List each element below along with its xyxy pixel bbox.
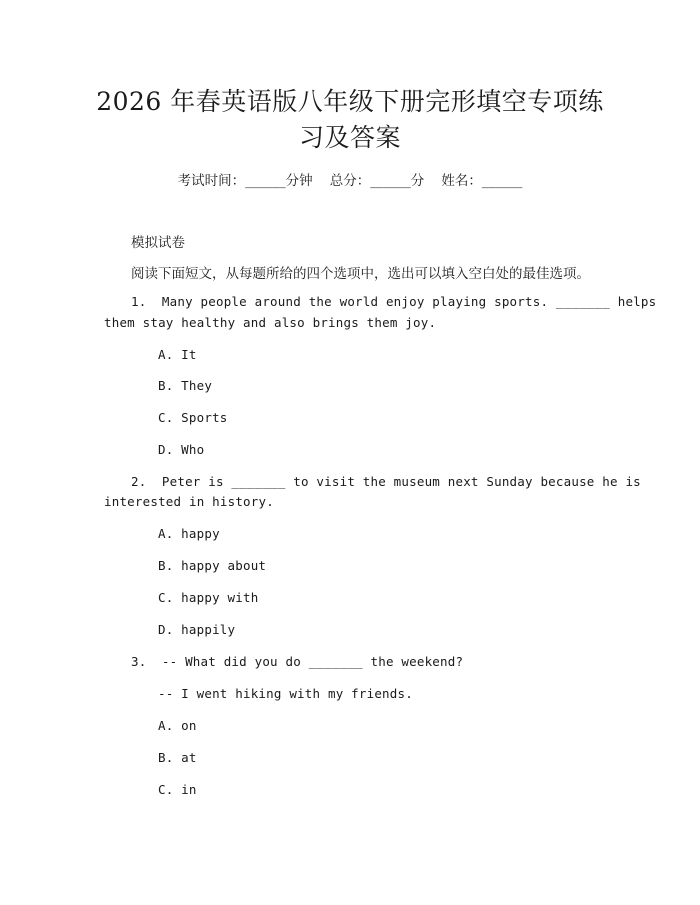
question-3-option-a: A. on [158,718,197,733]
question-3-stem-line-1: 3. -- What did you do _______ the weekend? [131,654,464,669]
exam-info: 考试时间：______分钟 总分：______分 姓名：______ [177,173,523,189]
document-title-line-1: 2026 年春英语版八年级下册完形填空专项练 [96,87,604,116]
question-3-stem-line-2: -- I went hiking with my friends. [158,686,413,701]
question-1-option-c: C. Sports [158,410,228,425]
question-2-stem-line-1: 2. Peter is _______ to visit the museum next Sunday because he is [131,474,641,489]
question-3-option-c: C. in [158,782,197,797]
question-1-option-b: B. They [158,378,213,393]
question-2-option-d: D. happily [158,622,236,637]
instructions: 阅读下面短文，从每题所给的四个选项中，选出可以填入空白处的最佳选项。 [131,266,590,282]
document-title-line-2: 习及答案 [298,123,401,152]
question-3-option-b: B. at [158,750,197,765]
question-1-stem-line-2: them stay healthy and also brings them joy. [104,315,437,330]
question-2-option-c: C. happy with [158,590,259,605]
question-2-option-b: B. happy about [158,558,267,573]
question-2-option-a: A. happy [158,526,220,541]
question-1-option-a: A. It [158,347,197,362]
question-1-stem-line-1: 1. Many people around the world enjoy playing sports. _______ helps [131,294,657,309]
question-1-option-d: D. Who [158,442,205,457]
question-2-stem-line-2: interested in history. [104,494,274,509]
section-title: 模拟试卷 [131,235,185,251]
